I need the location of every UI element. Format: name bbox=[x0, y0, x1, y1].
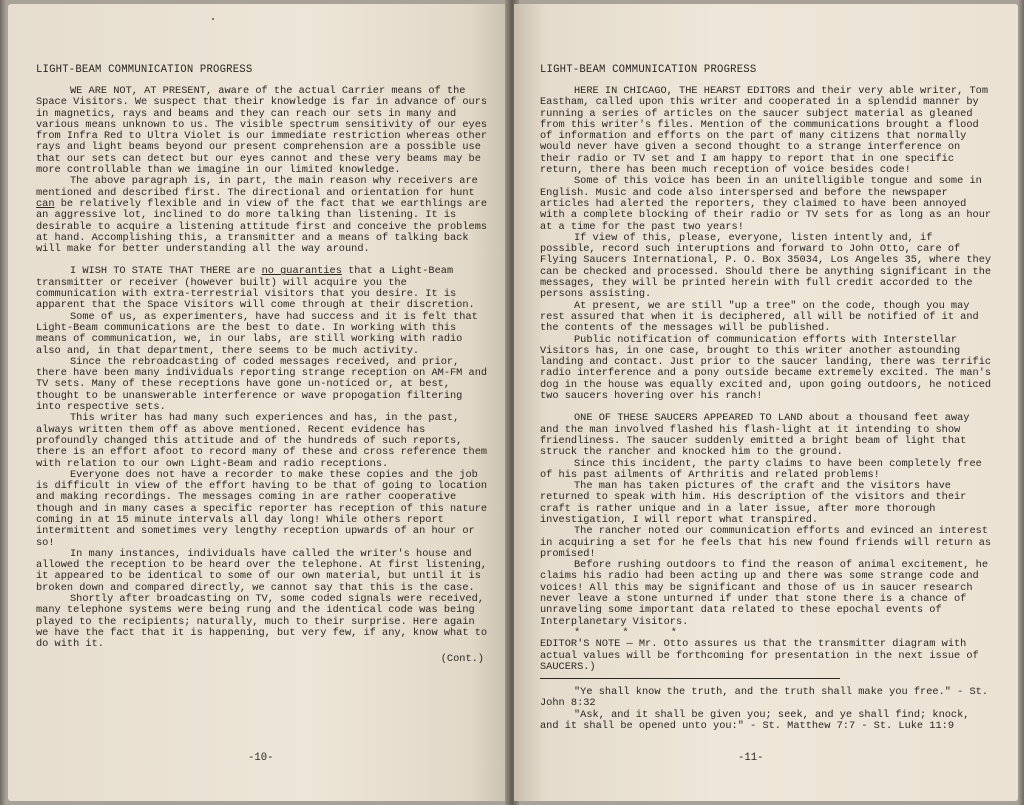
right-page-header: LIGHT-BEAM COMMUNICATION PROGRESS bbox=[540, 64, 757, 76]
paragraph: In many instances, individuals have called the writer's house and allowed the reception to be heard over the telephone. At first listening, it appeared to be identical to some of our own material, but until it is broken down and compared directly, we cannot say that this is the case. bbox=[36, 547, 488, 594]
page-number: -11- bbox=[738, 752, 764, 764]
left-page bbox=[8, 4, 510, 801]
paragraph bbox=[36, 266, 488, 311]
paragraph: If view of this, please, everyone, listen intently and, if possible, record such interuptions and forward to John Otto, care of Flying Saucers International, P. O. Box 35034, Los Angeles 35, where they can be checked and processed. Should there be anything significant in the messages, they will be printed herein with full credit accorded to the persons assisting. bbox=[540, 231, 992, 301]
paragraph: Some of us, as experimenters, have had success and it is felt that Light-Beam communications are the best to date. In working with this means of communication, we, in our labs, are still working with radio also and, in that department, there seems to be much activity. bbox=[36, 310, 478, 357]
paragraph: HERE IN CHICAGO, THE HEARST EDITORS and their very able writer, Tom Eastham, called upon this writer and cooperated in a splendid manner by running a series of articles on the saucer subject material as gleaned from this writer's files. Mention of the communications brought a flood of information and efforts on the part of many citizens that normally would never have given a second thought to a strange interference on their radio or TV set and I am happy to report that in one specific return, there has been much reception of voice besides code! bbox=[540, 85, 989, 177]
paragraph: WE ARE NOT, AT PRESENT, aware of the actual Carrier means of the Space Visitors. We suspect that their knowledge is far in advance of ours in magnetics, rays and beams and they can reach our sets in many and various means unknown to us. The visible spectrum sensitivity of our eyes from Infra Red to Ultra Violet is our immediate restriction whereas other rays and light beams beyond our present comprehension are a possible use that our sets can detect but our eyes cannot and these very beams may be more controllable than we imagine in our limited knowledge. bbox=[36, 85, 488, 177]
paragraph-text: I WISH TO STATE THAT THERE are bbox=[70, 265, 262, 278]
quote: "Ask, and it shall be given you; seek, and ye shall find; knock, and it shall be opened unto you:" - St. Matthew 7:7 - St. Luke 11:9 bbox=[540, 708, 970, 733]
paragraph: Some of this voice has been in an unitelligible tongue and some in English. Music and code also interspersed and before the newspaper articles had alerted the reporters, they claimed to have been annoyed with a complete blocking of their radio or TV sets for as long as an hour at a time for the past two years! bbox=[540, 175, 992, 233]
left-page-body bbox=[36, 86, 488, 651]
paragraph: The rancher noted our communication efforts and evinced an interest in acquiring a set for he feels that his new found friends will return as promised! bbox=[540, 525, 992, 560]
underlined-word: no guaranties bbox=[261, 265, 342, 278]
right-page bbox=[514, 4, 1018, 801]
paragraph: Since the rebroadcasting of coded messages received, and prior, there have been many individuals reporting strange reception on AM-FM and TV sets. Many of these receptions have gone un-noticed or, at best, thought to be unanswerable interference or wave propogation filtering into respective sets. bbox=[36, 355, 488, 414]
paragraph: The man has taken pictures of the craft and the visitors have returned to speak with him. His description of the visitors and their craft is rather unique and in a later issue, after more thorough investigation, I will report what transpired. bbox=[540, 480, 967, 526]
underlined-word: can bbox=[36, 197, 55, 210]
paragraph: At present, we are still "up a tree" on the code, though you may rest assured that when it is deciphered, all will be notified of it and the contents of the messages will be published. bbox=[540, 299, 979, 335]
horizontal-rule bbox=[540, 678, 840, 679]
paragraph bbox=[36, 176, 488, 255]
scripture-quotes bbox=[540, 687, 992, 732]
paragraph: ONE OF THESE SAUCERS APPEARED TO LAND about a thousand feet away and the man involved flashed his flash-light at it intending to show friendliness. The saucer suddenly emitted a bright beam of light that struck the rancher and knocked him to the ground. bbox=[540, 412, 970, 459]
continued-marker: (Cont.) bbox=[440, 652, 484, 665]
paragraph: Shortly after broadcasting on TV, some coded signals were received, many telephone systems were being rung and the identical code was being played to the recipients; naturally, much to their surprise. Here again we have the fact that it is happening, but very few, if any, know what to do with it. bbox=[36, 593, 488, 651]
paragraph: Before rushing outdoors to find the reason of animal excitement, he claims his radio had been acting up and there was some strange code and voices! All this may be significant and those of us in saucer research never leave a stone unturned if under that stone there is a chance of unraveling some important data related to these epochal events of Interplanetary Visitors. bbox=[540, 559, 989, 628]
editors-note: EDITOR'S NOTE — Mr. Otto assures us that the transmitter diagram with actual values will be forthcoming for presentation in the next issue of SAUCERS.) bbox=[540, 638, 979, 673]
paragraph: Public notification of communication efforts with Interstellar Visitors has, in one case, brought to this writer another astounding landing and contact. Just prior to the saucer landing, there was terrific radio interference and a pony outside became extremely excited. The man's dog in the house was equally excited and, upon going outdoors, he noticed two saucers hovering over his ranch! bbox=[540, 333, 992, 403]
paragraph-text: be relatively flexible and in view of the fact that we earthlings are an aggressive lot, inclined to do more talking than listening. It is desirable to acquire a listening attitude first and conceive the problems at hand. Accomplishing this, a transmitter and a means of talking back will make for better understanding all the way around. bbox=[36, 197, 488, 256]
paragraph: This writer has had many such experiences and has, in the past, always written them off as above mentioned. Recent evidence has profoundly changed this attitude and of the hundreds of such reports, there is an effort afoot to record many of these and cross reference them with relation to our own Light-Beam and radio receptions. bbox=[36, 412, 488, 470]
paragraph: Everyone does not have a recorder to make these copies and the job is difficult in view of the effort having to be that of going to location and making recordings. The messages coming in are rather cooperative though and in many cases a specific reporter has reception of this nature coming in at 15 minute intervals all day long! While others report intermittent and sometimes very lengthy reception upwards of an hour or so! bbox=[36, 468, 488, 549]
speck bbox=[212, 18, 214, 20]
page-number: -10- bbox=[248, 752, 274, 764]
left-page-header: LIGHT-BEAM COMMUNICATION PROGRESS bbox=[36, 64, 253, 76]
section-divider-stars: * * * bbox=[574, 626, 695, 639]
right-page-body bbox=[540, 86, 992, 673]
quote: "Ye shall know the truth, and the truth shall make you free." - St. John 8:32 bbox=[540, 686, 989, 710]
paragraph: Since this incident, the party claims to have been completely free of his past ailments of Arthritis and related problems! bbox=[540, 457, 982, 481]
paragraph-text: that a Light-Beam transmitter or receiver (however built) will acquire you the communication with extra-terrestrial visitors that you desire. It is apparent that the Space Visitors will come through at their discretion. bbox=[36, 265, 475, 312]
paragraph-text: The above paragraph is, in part, the main reason why receivers are mentioned and described first. The directional and orientation for hunt bbox=[36, 175, 478, 199]
